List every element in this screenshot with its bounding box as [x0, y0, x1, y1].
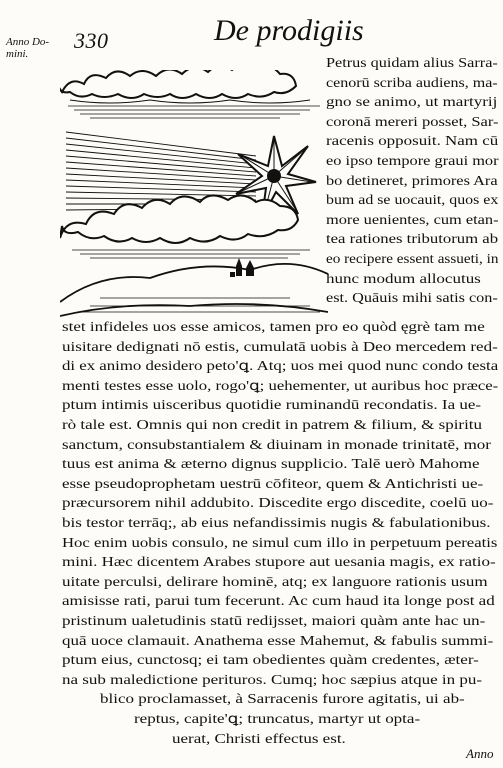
text-line: blico proclamasset, à Sarracenis furore agitatis, ui ab-	[100, 691, 465, 706]
text-line: na sub maledictione perituros. Cumq; hoc sæpius atque in pu-	[62, 671, 483, 687]
text-line: mini. Hæc dicentem Arabes stupore aut uesania magis, ex ratio-	[62, 554, 496, 570]
text-line: rò tale est. Omnis qui non credit in patrem & filium, & spiritu	[62, 417, 483, 432]
text-line: Petrus quidam alius Sarra-	[326, 55, 498, 70]
text-line: eo ipso tempore graui mor	[326, 153, 499, 168]
text-line: coronā mereri posset, Sar-	[326, 113, 499, 129]
text-line: tea rationes tributorum ab	[326, 231, 499, 247]
text-line: tuus est anima & æterno dignus supplicio. Talē uerò Mahome	[62, 456, 480, 472]
text-line: hunc modum allocutus	[326, 270, 481, 286]
text-line: more uenientes, cum etan-	[326, 211, 499, 227]
text-line: uisitare dedignati nō estis, cumulatā uobis à Deo mercedem red-	[62, 338, 498, 354]
margin-note-line-1: Anno Do-	[6, 36, 50, 48]
catchword: Anno	[466, 746, 494, 761]
text-line: eo recipere essent assueti, in	[326, 251, 499, 266]
text-line: ptum eius, cunctosq; ei tam obedientes quàm credentes, æter-	[62, 652, 479, 668]
margin-note	[6, 36, 70, 60]
text-line: gno se animo, ut martyrij	[326, 94, 498, 110]
comet-woodcut-illustration	[60, 70, 328, 320]
text-line: pristinum ualetudinis statū redijsset, maiori quàm ante hac un-	[62, 613, 486, 628]
text-line: uitate perculsi, delirare hominē, atq; ex languore rationis usum	[62, 573, 488, 589]
text-line: est. Quāuis mihi satis con-	[326, 290, 498, 306]
text-line: bum ad se uocauit, quos ex	[326, 192, 499, 208]
running-title: De prodigiis	[214, 14, 364, 47]
text-line: reptus, capite'ꝗ; truncatus, martyr ut opta-	[134, 711, 421, 726]
text-line: menti testes esse uolo, rogo'ꝗ; uehementer, ut auribus hoc præce-	[62, 377, 499, 393]
text-line: di ex animo desidero peto'ꝗ. Atq; uos mei quod nunc condo testa	[62, 358, 499, 374]
page-number: 330	[74, 28, 109, 53]
text-line: esse pseudoprophetam uestrū cōfiteor, quem & Antichristi ue-	[62, 475, 484, 491]
margin-note-line-2: mini.	[6, 48, 29, 60]
text-line: cenorū scriba audiens, ma-	[326, 74, 498, 90]
text-line: stet infideles uos esse amicos, tamen pro eo quòd ęgrè tam me	[62, 319, 485, 334]
text-line: bis testor terrāq;, ab eius nefandissimis nugis & fabulationibus.	[62, 515, 491, 530]
text-line: Hoc enim uobis consulo, ne simul cum illo in perpetuum pereatis	[62, 534, 498, 550]
text-line: uerat, Christi effectus est.	[172, 731, 346, 746]
text-line: amisisse rati, parui tum fecerunt. Ac cum haud ita longe post ad	[62, 593, 495, 609]
text-line: bo detineret, primores Ara	[326, 172, 498, 188]
text-line: præcursorem nihil addubito. Discedite ergo discedite, coelū uo-	[62, 495, 494, 511]
text-line: quā uoce clamauit. Anathema esse Mahemut, & fabulis summi-	[62, 632, 494, 648]
text-line: sanctum, consubstantialem & diuinam in monade trinitatē, mor	[62, 436, 491, 452]
text-line: racenis opposuit. Nam cū	[326, 133, 499, 149]
text-line: ptum intimis uisceribus quotidie ruminandū recondatis. Ia ue-	[62, 397, 482, 413]
